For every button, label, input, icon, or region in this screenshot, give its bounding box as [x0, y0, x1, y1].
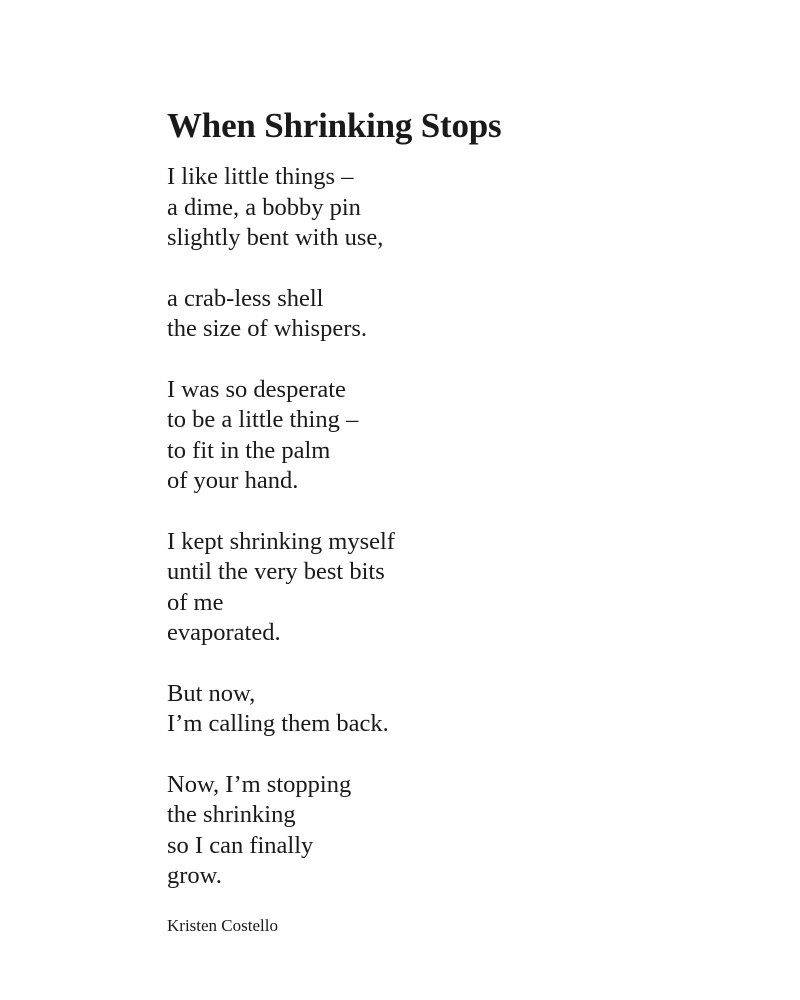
poem-line: grow.: [167, 862, 222, 889]
stanza-4: [167, 527, 767, 649]
stanza-5: [167, 679, 767, 740]
poem-line: the size of whispers.: [167, 315, 368, 342]
poem-line: of your hand.: [167, 467, 299, 494]
poem-line: to be a little thing –: [167, 406, 359, 433]
poem-line: I like little things –: [167, 163, 354, 190]
poem-line: a crab-less shell: [167, 284, 324, 312]
poem-line: a dime, a bobby pin: [167, 193, 361, 221]
poem-line: I’m calling them back.: [167, 710, 389, 737]
stanza-1: [167, 162, 767, 254]
poem-line: I kept shrinking myself: [167, 527, 395, 555]
stanza-3: [167, 375, 767, 497]
poem-line: Now, I’m stopping: [167, 770, 352, 798]
poem-line: until the very best bits: [167, 558, 385, 585]
poem-title: When Shrinking Stops: [167, 106, 502, 145]
poem-page: [167, 100, 767, 938]
poem-author: Kristen Costello: [167, 915, 278, 935]
poem-line: so I can finally: [167, 831, 314, 859]
poem-line: I was so desperate: [167, 375, 346, 403]
stanza-2: [167, 284, 767, 345]
stanza-6: [167, 770, 767, 892]
poem-line: of me: [167, 588, 224, 616]
poem-line: to fit in the palm: [167, 436, 331, 464]
poem-line: But now,: [167, 679, 256, 707]
poem-line: the shrinking: [167, 801, 296, 828]
poem-line: evaporated.: [167, 619, 281, 646]
poem-line: slightly bent with use,: [167, 224, 384, 251]
